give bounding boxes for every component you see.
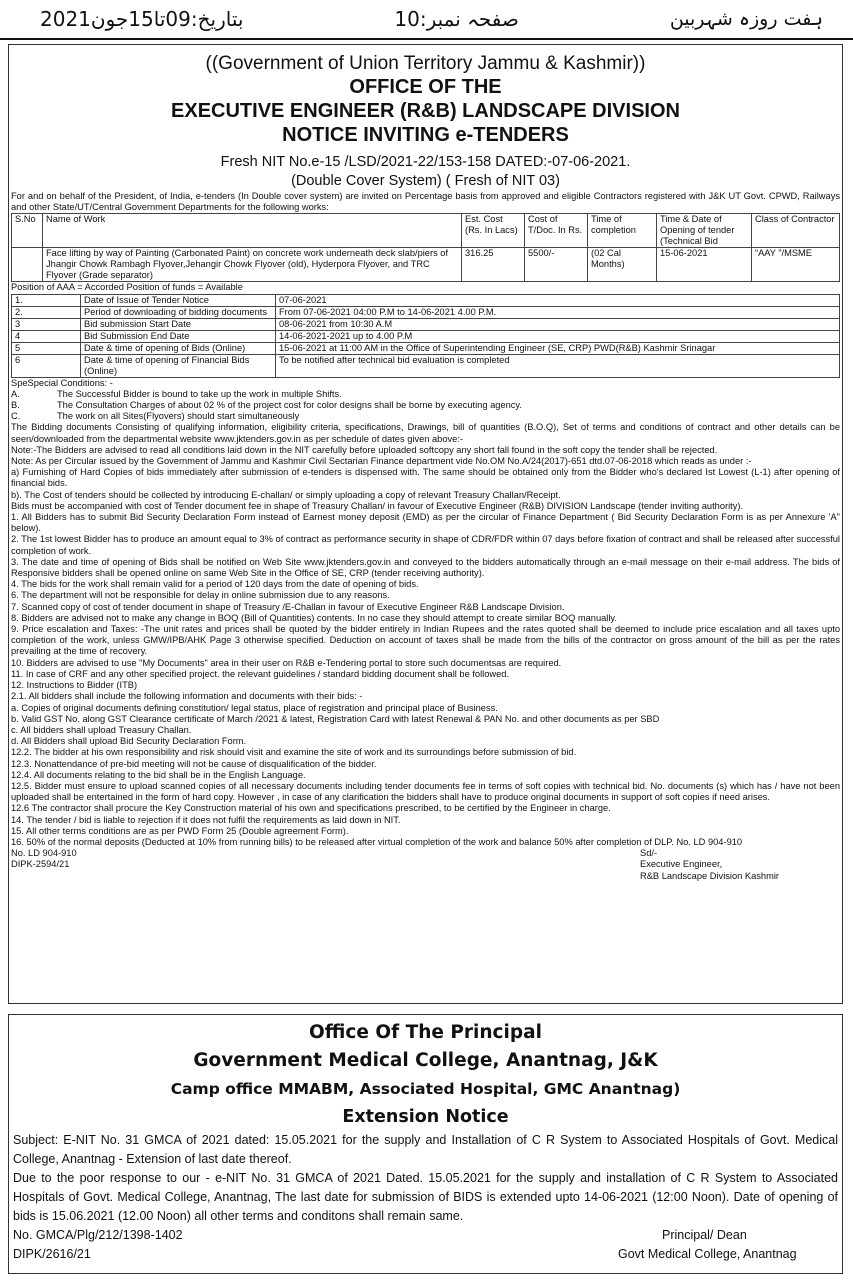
division-line: R&B Landscape Division Kashmir xyxy=(640,870,779,881)
table-row xyxy=(12,318,840,330)
cell: Bid Submission End Date xyxy=(81,330,276,342)
subject-text: Subject: E-NIT No. 31 GMCA of 2021 dated: 15.05.2021 for the supply and Installation of C R System to Associated Hospitals of Govt. Medical College, Anantnag - Extension of last date thereof. xyxy=(13,1133,838,1166)
college-title: Government Medical College, Anantnag, J&K xyxy=(193,1050,658,1071)
principal-title: Principal/ Dean xyxy=(662,1228,747,1242)
cell: Date & time of opening of Bids (Online) xyxy=(81,342,276,354)
terms-paragraph: 12.5. Bidder must ensure to upload scanned copies of all necessary documents including tender documents fee in terms of soft copies with technical bid. No. documents (s) which has / have not been uploaded shall be entertained in the form of hard copy. However , in case of any clarification the bidders shall have to produce original documents in support of soft copies if need arises. xyxy=(11,780,840,803)
terms-paragraph: 2. The 1st lowest Bidder has to produce an amount equal to 3% of contract as performance security in shape of CDR/FDR within 07 days before fixation of contract and shall be released after successful completion of work. xyxy=(11,534,840,556)
principal-signature-block xyxy=(13,1226,838,1264)
office-title: Office Of The Principal xyxy=(309,1022,542,1043)
cell: 14-06-2021-2021 up to 4.00 P.M xyxy=(276,330,840,342)
cell: 316.25 xyxy=(462,248,525,282)
terms-paragraph: 4. The bids for the work shall remain valid for a period of 120 days from the date of opening of bids. xyxy=(11,579,419,590)
notice-title: NOTICE INVITING e-TENDERS xyxy=(282,124,569,146)
cell: Date of Issue of Tender Notice xyxy=(81,294,276,306)
terms-paragraph: a) Furnishing of Hard Copies of bids immediately after submission of e-tenders is dispensed with. The same should be obtained only from the Bidder who's declared Ist Lowest (L-1) after opening of financial bids. xyxy=(11,467,840,489)
table-row xyxy=(12,342,840,354)
position-line: Position of AAA = Accorded Position of funds = Available xyxy=(11,282,243,293)
cell: Date & time of opening of Financial Bids (Online) xyxy=(81,354,276,377)
cell: 2. xyxy=(12,306,81,318)
col-header: Est. Cost (Rs. In Lacs) xyxy=(462,214,525,248)
camp-office-line: Camp office MMABM, Associated Hospital, GMC Anantnag) xyxy=(170,1080,681,1098)
special-condition-item: C. The work on all Sites(Flyovers) should start simultaneously xyxy=(11,411,300,422)
cell: 3 xyxy=(12,318,81,330)
terms-paragraph: 12.2. The bidder at his own responsibility and risk should visit and examine the site of work and its surroundings before submission of bid. xyxy=(11,747,577,758)
cell: “AAY ”/MSME xyxy=(752,248,840,282)
dipk-number: DIPK/2616/21 xyxy=(13,1247,91,1261)
terms-paragraph: 2.1. All bidders shall include the following information and documents with their bids: - xyxy=(11,691,363,702)
government-line: ((Government of Union Territory Jammu & Kashmir)) xyxy=(205,53,646,74)
special-condition-item: A. The Successful Bidder is bound to take up the work in multiple Shifts. xyxy=(11,388,342,399)
signature-block xyxy=(11,848,840,882)
ld-number: No. LD 904-910 xyxy=(11,848,77,859)
intro-text: For and on behalf of the President, of India, e-tenders (In Double cover system) are invited on Percentage basis from approved and eligible Contractors registered with J&K UT Govt. CPWD, Railways and other State/UT/Central Government Departments for the following works: xyxy=(11,191,840,213)
terms-paragraph: b. Valid GST No. along GST Clearance certificate of March /2021 & latest, Registration Card with latest Renewal & PAN No. and other documents as per SBD xyxy=(11,713,660,724)
terms-paragraph: 10. Bidders are advised to use "My Documents" area in their user on R&B e-Tendering portal to store such documentsas are required. xyxy=(11,657,562,668)
cell: (02 Cal Months) xyxy=(588,248,657,282)
table-row xyxy=(12,330,840,342)
header-date: 2021بتاریخ:09تا15جون xyxy=(40,7,244,31)
tender-notice-box xyxy=(8,44,843,1004)
cell: 15-06-2021 at 11:00 AM in the Office of Superintending Engineer (SE, CRP) PWD(R&B) Kashmir Srinagar xyxy=(276,342,840,354)
body-text: Due to the poor response to our - e-NIT No. 31 GMCA of 2021 Dated. 15.05.2021 for the supply and installation of C R System to Associated Hospitals of Govt. Medical College, Anantnag, The last date for submission of BIDS is extended upto 14-06-2021 (12:00 Noon). Date of opening of bids is 15.06.2021 (12.00 Noon) all other terms and conditons shall remain same. xyxy=(13,1171,838,1223)
terms-paragraph: 12.3. Nonattendance of pre-bid meeting will not be cause of disqualification of the bidder. xyxy=(11,758,377,769)
special-conditions-heading: SpeSpecial Conditions: - xyxy=(11,377,113,388)
terms-paragraph: d. All Bidders shall upload Bid Security Declaration Form. xyxy=(11,736,247,747)
table-row xyxy=(12,248,840,282)
table-row xyxy=(12,294,840,306)
cell: 6 xyxy=(12,354,81,377)
cell: 15-06-2021 xyxy=(657,248,752,282)
terms-paragraph: 15. All other terms conditions are as per PWD Form 25 (Double agreement Form). xyxy=(11,825,349,836)
terms-paragraph: 7. Scanned copy of cost of tender document in shape of Treasury /E-Challan in favour of Executive Engineer R&B Landscape Division. xyxy=(11,601,565,612)
terms-paragraph: Note:-The Bidders are advised to read all conditions laid down in the NIT carefully before uploaded softcopy any short fall found in the soft copy the tender shall be rejected. xyxy=(11,444,718,455)
terms-paragraph: c. All bidders shall upload Treasury Challan. xyxy=(11,724,192,735)
reference-number: No. GMCA/Plg/212/1398-1402 xyxy=(13,1228,183,1242)
terms-paragraph: 3. The date and time of opening of Bids shall be notified on Web Site www.jktenders.gov.in and conveyed to the bidders automatically through an e-mail message on their e-mail address. The bids of Responsive bidders shall be opened online on same Web Site in the Office of SE, CRP (tender receiving authority). xyxy=(11,556,840,579)
terms-paragraph: 1. All Bidders has to submit Bid Security Declaration Form instead of Earnest money deposit (EMD) as per the circular of Finance Department ( Bid Security Declaration Form is as per Annexure 'A" below). xyxy=(11,512,840,534)
header-newspaper-name: ہفت روزہ شہربین xyxy=(669,8,823,30)
executive-engineer-line: EXECUTIVE ENGINEER (R&B) LANDSCAPE DIVISION xyxy=(171,100,680,122)
work-table xyxy=(11,213,840,282)
header-page-number: صفحہ نمبر:10 xyxy=(394,7,519,31)
engineer-signature xyxy=(640,848,840,882)
cell xyxy=(12,248,43,282)
terms-paragraph: Note: As per Circular issued by the Government of Jammu and Kashmir Civil Sectarian Finance department vide No.OM No.A/24(2017)-651 dtd.07-06-2018 which reads as under :- xyxy=(11,456,752,467)
terms-paragraph: Bids must be accompanied with cost of Tender document fee in shape of Treasury Challan/ in favour of Executive Engineer (R&B) DIVISION Landscape (tender inviting authority). xyxy=(11,500,744,511)
college-name: Govt Medical College, Anantnag xyxy=(618,1247,797,1261)
newspaper-header xyxy=(0,0,853,40)
cell: 07-06-2021 xyxy=(276,294,840,306)
terms-paragraph: The Bidding documents Consisting of qualifying information, eligibility criteria, specifications, Drawings, bill of quantities (B.O.Q), Set of terms and conditions of contract and other details can be seen/downloaded from the departmental website www.jktenders.gov.in as per schedule of dates given above:- xyxy=(11,422,840,444)
designation-line: Executive Engineer, xyxy=(640,859,723,870)
terms-paragraph: 16. 50% of the normal deposits (Deducted at 10% from running bills) to be released after virtual completion of the work and balance 50% after completion of DLP. No. LD 904-910 xyxy=(11,836,743,847)
table-row xyxy=(12,354,840,377)
reference-numbers xyxy=(11,848,77,882)
cell: 5500/- xyxy=(525,248,588,282)
cell: To be notified after technical bid evaluation is completed xyxy=(276,354,840,377)
dipk-number: DIPK-2594/21 xyxy=(11,859,70,870)
extension-notice-title: Extension Notice xyxy=(342,1107,509,1127)
terms-paragraph: 6. The department will not be responsible for delay in online submission due to any reasons. xyxy=(11,590,390,601)
cell: 4 xyxy=(12,330,81,342)
terms-paragraph: 12.6 The contractor shall procure the Key Construction material of his own and specifications prescribed, to be certified by the Engineer in charge. xyxy=(11,803,611,814)
cell: From 07-06-2021 04:00 P.M to 14-06-2021 4.00 P.M. xyxy=(276,306,840,318)
office-line: OFFICE OF THE xyxy=(349,76,502,98)
terms-paragraph: 12.4. All documents relating to the bid shall be in the English Language. xyxy=(11,769,306,780)
col-header: Cost of T/Doc. In Rs. xyxy=(525,214,588,248)
terms-paragraph: 11. In case of CRF and any other specified project. the relevant guidelines / standard bidding document shall be followed. xyxy=(11,668,510,679)
col-header: Time of completion xyxy=(588,214,657,248)
col-header: Time & Date of Opening of tender (Technical Bid xyxy=(657,214,752,248)
terms-paragraph: 8. Bidders are advised not to make any change in BOQ (Bill of Quantities) contents. In no case they should attempt to create similar BOQ manually. xyxy=(11,612,617,623)
cell: 5 xyxy=(12,342,81,354)
special-condition-item: B. The Consultation Charges of about 02 % of the project cost for color designs shall be borne by executing agency. xyxy=(11,400,522,411)
cell: Face lifting by way of Painting (Carbonated Paint) on concrete work underneath deck slab/piers of Jhangir Chowk Rambagh Flyover,Jehangir Chowk Flyover (old), Hyderpora Flyover, and TRC Flyover (Grade separator) xyxy=(43,248,462,282)
work-table-header xyxy=(12,214,840,248)
cell: Period of downloading of bidding documents xyxy=(81,306,276,318)
cell: Bid submission Start Date xyxy=(81,318,276,330)
col-header: Name of Work xyxy=(43,214,462,248)
cell: 1. xyxy=(12,294,81,306)
col-header: S.No xyxy=(12,214,43,248)
terms-paragraph: a. Copies of original documents defining constitution/ legal status, place of registration and principal place of Business. xyxy=(11,702,498,713)
terms-paragraph: 12. Instructions to Bidder (ITB) xyxy=(11,680,138,691)
col-header: Class of Contractor xyxy=(752,214,840,248)
terms-paragraph: 9. Price escalation and Taxes: -The unit rates and prices shall be quoted by the bidder entirely in Indian Rupees and the rates quoted shall be deemed to include price escalation and all taxes upto completion of the work, unless GMW/IPB/AHK Page 3 otherwise specified. Deduction on account of taxes shall be made from the bills of the contractor on gross amount of the bill as per the rates prevailing at the time of recovery. xyxy=(11,624,840,657)
table-row xyxy=(12,306,840,318)
nit-number: Fresh NIT No.e-15 /LSD/2021-22/153-158 DATED:-07-06-2021. xyxy=(220,154,631,170)
terms-paragraphs xyxy=(9,422,842,848)
sd-line: Sd/- xyxy=(640,848,658,859)
terms-paragraph: b). The Cost of tenders should be collected by introducing E-challan/ or simply uploading a copy of relevant Treasury Challan/Receipt. xyxy=(11,489,561,500)
cell: 08-06-2021 from 10:30 A.M xyxy=(276,318,840,330)
cover-system: (Double Cover System) ( Fresh of NIT 03) xyxy=(291,173,560,189)
extension-notice-box xyxy=(8,1014,843,1274)
schedule-table xyxy=(11,294,840,378)
terms-paragraph: 14. The tender / bid is liable to rejection if it does not fulfil the requirements as laid down in NIT. xyxy=(11,814,401,825)
